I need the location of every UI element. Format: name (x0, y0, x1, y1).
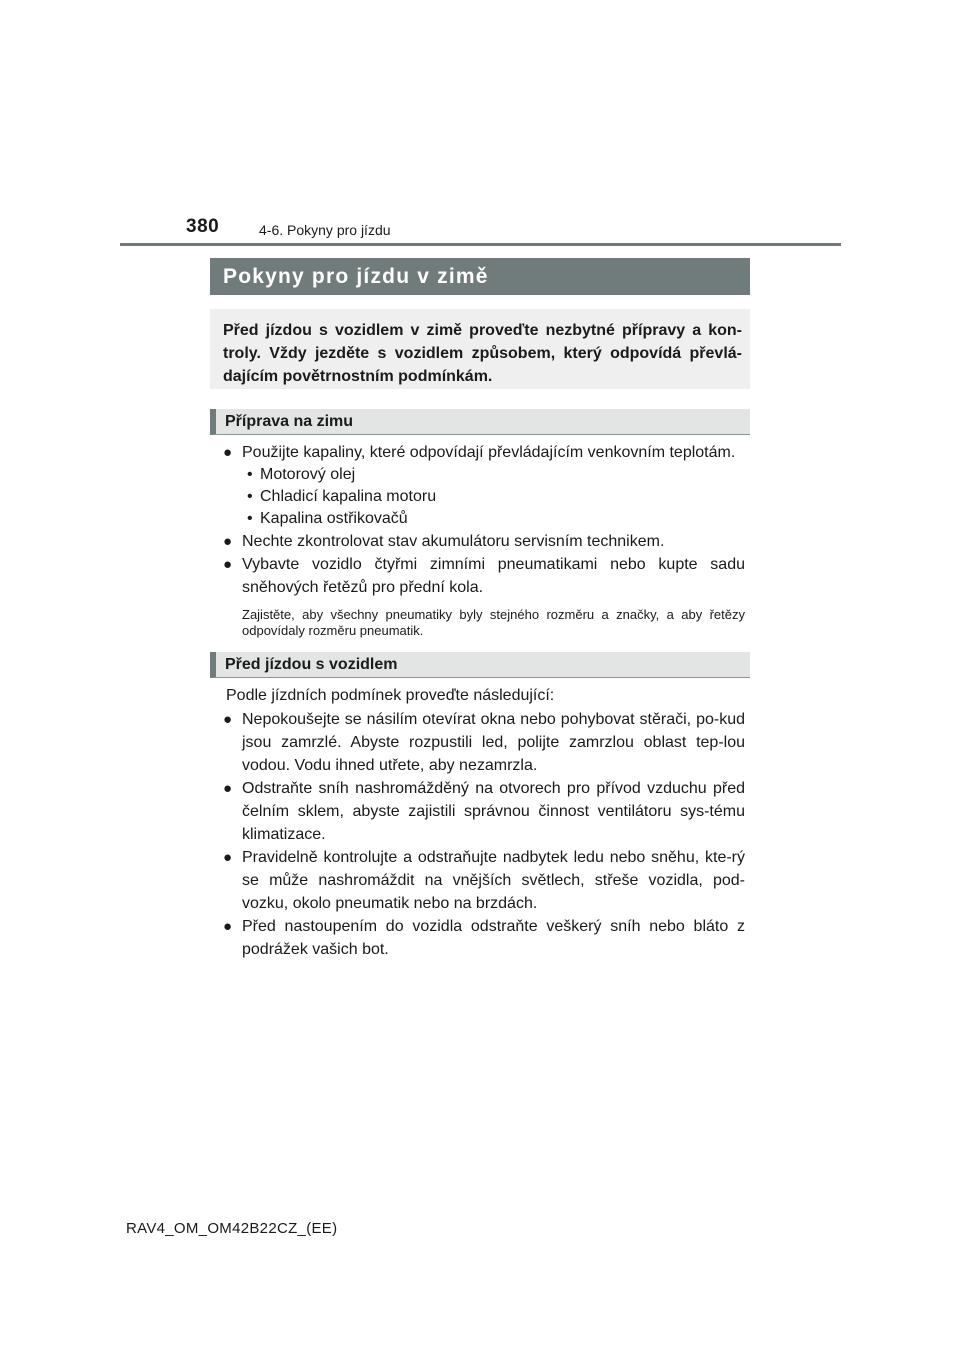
bullet-icon: ● (223, 780, 233, 797)
section-path: 4-6. Pokyny pro jízdu (259, 222, 391, 238)
section-heading-before-driving: Před jízdou s vozidlem (210, 652, 750, 678)
sub-bullet-icon: • (247, 466, 253, 483)
lead-text: Podle jízdních podmínek proveďte následující: (226, 687, 555, 704)
bullet-icon: ● (223, 849, 233, 866)
list-item-text: Vybavte vozidlo čtyřmi zimními pneumatikami nebo kupte sadu sněhových řetězů pro přední kola. (242, 556, 745, 596)
page-title: Pokyny pro jízdu v zimě (210, 258, 750, 295)
sub-list-item-text: Motorový olej (260, 466, 356, 483)
list-item (223, 553, 745, 599)
sub-bullet-icon: • (247, 488, 253, 505)
list-item (223, 777, 745, 846)
intro-box: Před jízdou s vozidlem v zimě proveďte nezbytné přípravy a kon-troly. Vždy jezděte s vozidlem způsobem, který odpovídá převlá-dajícím povětrnostním podmínkám. (210, 309, 750, 389)
bullet-icon: ● (223, 918, 233, 935)
list-item-text: Odstraňte sníh nashromážděný na otvorech pro přívod vzduchu před čelním sklem, abyste zajistili správnou činnost ventilátoru sys-tému klimatizace. (242, 780, 745, 843)
section-heading-winter-prep: Příprava na zimu (210, 409, 750, 435)
sub-list-item (223, 464, 745, 486)
sub-list-item (223, 508, 745, 530)
list-item-text: Pravidelně kontrolujte a odstraňujte nadbytek ledu nebo sněhu, kte-rý se může nashromáždit na vnějších světlech, střeše vozidla, pod-vozku, okolo pneumatik nebo na brzdách. (242, 849, 745, 912)
bullet-icon: ● (223, 711, 233, 728)
list-item-text: Nechte zkontrolovat stav akumulátoru servisním technikem. (242, 533, 665, 550)
sub-list-item (223, 486, 745, 508)
sub-bullet-icon: • (247, 510, 253, 527)
bullet-icon: ● (223, 533, 233, 550)
bullet-icon: ● (223, 556, 233, 573)
note-text: Zajistěte, aby všechny pneumatiky byly stejného rozměru a značky, a aby řetězy odpovídaly rozměru pneumatik. (242, 607, 745, 638)
list-item-text: Použijte kapaliny, které odpovídají převládajícím venkovním teplotám. (242, 444, 736, 461)
list-item (223, 915, 745, 961)
winter-prep-content (223, 441, 745, 639)
bullet-icon: ● (223, 444, 233, 461)
list-item (223, 708, 745, 777)
footer-doc-code: RAV4_OM_OM42B22CZ_(EE) (126, 1220, 338, 1237)
list-item (223, 530, 745, 553)
header-rule (120, 243, 841, 246)
list-item-text: Před nastoupením do vozidla odstraňte veškerý sníh nebo bláto z podrážek vašich bot. (242, 918, 745, 958)
page-number: 380 (186, 216, 220, 237)
sub-list-item-text: Chladicí kapalina motoru (260, 488, 437, 505)
list-item (223, 846, 745, 915)
list-item-text: Nepokoušejte se násilím otevírat okna nebo pohybovat stěrači, po-kud jsou zamrzlé. Abyste rozpustili led, polijte zamrzlou oblast tep-lou vodou. Vodu ihned utřete, aby nezamrzla. (242, 711, 745, 774)
list-item (223, 441, 745, 464)
before-driving-content (223, 684, 745, 961)
sub-list-item-text: Kapalina ostřikovačů (260, 510, 408, 527)
